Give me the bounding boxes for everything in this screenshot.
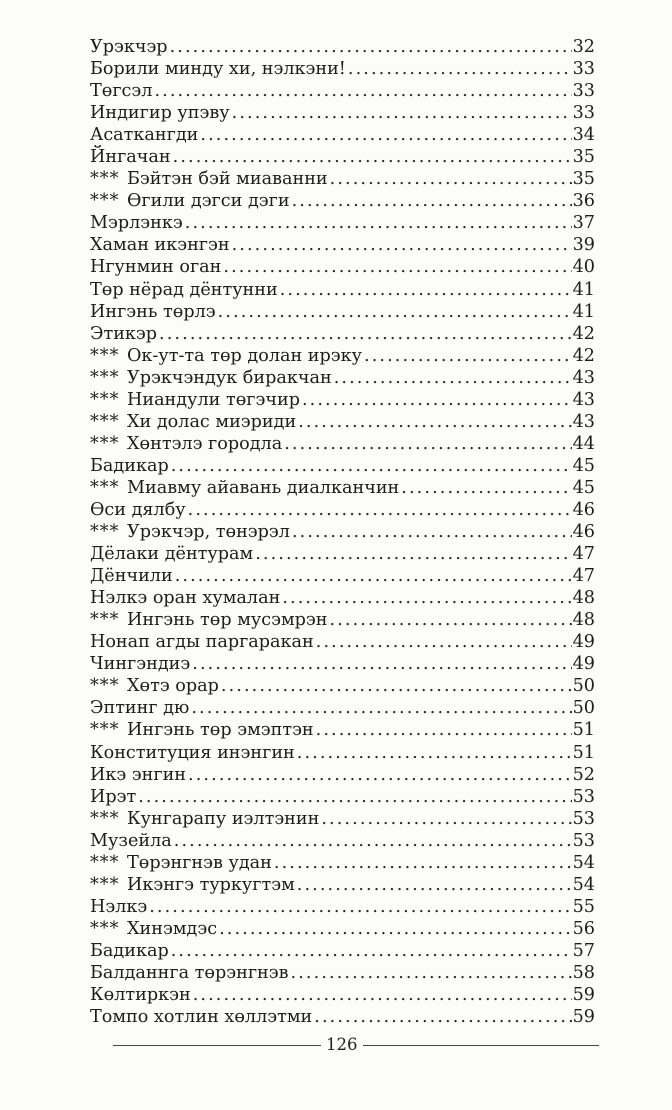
- toc-page-number: 49: [572, 632, 595, 653]
- toc-page-number: 43: [572, 411, 595, 432]
- toc-row: [90, 653, 595, 675]
- toc-page-number: 45: [572, 455, 595, 476]
- toc-dot-leader: [292, 521, 572, 543]
- toc-entry-title: Конституция инэнгин: [90, 742, 295, 763]
- toc-page-number: 46: [572, 499, 595, 520]
- toc-entry-title: Ок-ут-та төр долан ирэку: [127, 345, 362, 366]
- toc-entry-marker: ***: [90, 367, 120, 388]
- toc-entry-marker: ***: [90, 676, 120, 697]
- toc-dot-leader: [174, 830, 572, 852]
- toc-entry-title: Индигир упэву: [90, 103, 230, 124]
- toc-entry-title: Ингэнь төр эмэптэн: [127, 720, 314, 741]
- toc-entry-title: Нэлкэ оран хумалан: [90, 588, 281, 609]
- toc-dot-leader: [302, 389, 572, 411]
- toc-dot-leader: [221, 675, 572, 697]
- toc-entry-title: Ингэнь төр мусэмрэн: [127, 610, 328, 631]
- toc-row: [90, 852, 595, 874]
- toc-row: [90, 433, 595, 455]
- toc-row: [90, 719, 595, 741]
- toc-dot-leader: [154, 80, 571, 102]
- toc-page-number: 59: [572, 1007, 595, 1028]
- toc-entry-marker: ***: [90, 191, 120, 212]
- toc-page-number: 53: [572, 830, 595, 851]
- toc-entry-title: Дёнчили: [90, 566, 173, 587]
- toc-dot-leader: [219, 918, 572, 940]
- toc-page-number: 43: [572, 367, 595, 388]
- toc-page-number: 53: [572, 808, 595, 829]
- toc-dot-leader: [218, 301, 572, 323]
- toc-dot-leader: [173, 146, 572, 168]
- toc-row: [90, 587, 595, 609]
- toc-dot-leader: [280, 279, 572, 301]
- toc-dot-leader: [200, 124, 571, 146]
- toc-page-number: 33: [572, 103, 595, 124]
- toc-page-number: 41: [572, 279, 595, 300]
- toc-page-number: 40: [572, 257, 595, 278]
- toc-entry-title: Миавму айавань диалканчин: [127, 477, 400, 498]
- toc-entry-title: Ниандули төгэчир: [127, 389, 300, 410]
- toc-dot-leader: [188, 764, 572, 786]
- toc-dot-leader: [316, 631, 572, 653]
- toc-row: [90, 168, 595, 190]
- toc-entry-title: Хаман икэнгэн: [90, 235, 230, 256]
- toc-dot-leader: [330, 609, 572, 631]
- toc-dot-leader: [171, 455, 572, 477]
- toc-entry-title: Асаткангди: [90, 125, 199, 146]
- toc-entry-title: Урэкчэр, төнэрэл: [127, 522, 290, 543]
- toc-dot-leader: [232, 102, 572, 124]
- toc-dot-leader: [171, 940, 572, 962]
- toc-dot-leader: [364, 345, 572, 367]
- toc-page-number: 51: [572, 742, 595, 763]
- toc-row: [90, 36, 595, 58]
- toc-dot-leader: [232, 234, 572, 256]
- toc-entry-title: Урэкчэр: [90, 37, 168, 57]
- toc-entry-title: Бэйтэн бэй миаванни: [127, 169, 328, 190]
- toc-dot-leader: [193, 984, 572, 1006]
- toc-row: [90, 477, 595, 499]
- toc-dot-leader: [159, 323, 572, 345]
- toc-dot-leader: [223, 256, 571, 278]
- toc-page-number: 33: [572, 59, 595, 80]
- toc-entry-title: Ирэт: [90, 786, 137, 807]
- toc-dot-leader: [138, 786, 571, 808]
- toc-row: [90, 212, 595, 234]
- toc-page-number: 55: [572, 896, 595, 917]
- toc-dot-leader: [316, 719, 572, 741]
- toc-entry-marker: ***: [90, 411, 120, 432]
- toc-entry-marker: ***: [90, 918, 120, 939]
- toc-page-number: 47: [572, 544, 595, 565]
- toc-entry-marker: ***: [90, 389, 120, 410]
- toc-row: [90, 675, 595, 697]
- toc-page-number: 50: [572, 698, 595, 719]
- toc-page-number: 49: [572, 654, 595, 675]
- toc-entry-title: Төрэнгнэв удан: [127, 852, 272, 873]
- toc-page-number: 46: [572, 522, 595, 543]
- toc-entry-marker: ***: [90, 808, 120, 829]
- toc-row: [90, 124, 595, 146]
- toc-entry-marker: ***: [90, 522, 120, 543]
- toc-entry-title: Йнгачан: [90, 147, 171, 168]
- toc-page-number: 41: [572, 301, 595, 322]
- toc-dot-leader: [321, 808, 571, 830]
- toc-row: [90, 609, 595, 631]
- toc-page-number: 48: [572, 588, 595, 609]
- toc-row: [90, 345, 595, 367]
- toc-page-number: 42: [572, 345, 595, 366]
- toc-page-number: 48: [572, 610, 595, 631]
- toc-page-number: 51: [572, 720, 595, 741]
- toc-page-number: 50: [572, 676, 595, 697]
- toc-entry-title: Көлтиркэн: [90, 985, 191, 1006]
- toc-dot-leader: [314, 1006, 571, 1028]
- toc-entry-title: Музейла: [90, 830, 172, 851]
- toc-row: [90, 234, 595, 256]
- toc-page-number: 53: [572, 786, 595, 807]
- toc-row: [90, 565, 595, 587]
- toc-page-number: 57: [572, 940, 595, 961]
- toc-dot-leader: [282, 587, 571, 609]
- toc-dot-leader: [255, 543, 571, 565]
- toc-page-number: 34: [572, 125, 595, 146]
- toc-row: [90, 543, 595, 565]
- toc-entry-title: Томпо хотлин хөллэтми: [90, 1007, 313, 1028]
- toc-page-number: 45: [572, 477, 595, 498]
- toc-page-number: 36: [572, 191, 595, 212]
- toc-dot-leader: [284, 433, 571, 455]
- toc-page-number: 47: [572, 566, 595, 587]
- toc-entry-title: Хөтэ орар: [127, 676, 219, 697]
- toc-row: [90, 786, 595, 808]
- toc-row: [90, 455, 595, 477]
- toc-page-number: 35: [572, 169, 595, 190]
- toc-entry-title: Мэрлэнкэ: [90, 213, 183, 234]
- toc-page-number: 43: [572, 389, 595, 410]
- toc-entry-marker: ***: [90, 477, 120, 498]
- toc-row: [90, 256, 595, 278]
- toc-entry-title: Ингэнь төрлэ: [90, 301, 216, 322]
- toc-row: [90, 808, 595, 830]
- toc-dot-leader: [298, 411, 571, 433]
- toc-entry-marker: ***: [90, 345, 120, 366]
- toc-row: [90, 1006, 595, 1028]
- toc-row: [90, 146, 595, 168]
- toc-row: [90, 499, 595, 521]
- toc-entry-marker: ***: [90, 610, 120, 631]
- toc-row: [90, 874, 595, 896]
- toc-dot-leader: [334, 367, 572, 389]
- toc-row: [90, 279, 595, 301]
- toc-entry-title: Чингэндиэ: [90, 654, 191, 675]
- toc-page-number: 37: [572, 213, 595, 234]
- toc-dot-leader: [297, 874, 572, 896]
- toc-list: [90, 36, 595, 1028]
- toc-dot-leader: [170, 36, 572, 58]
- footer-rule-left: [113, 1045, 321, 1046]
- toc-entry-marker: ***: [90, 433, 120, 454]
- toc-row: [90, 697, 595, 719]
- toc-entry-title: Нонап агды паргаракан: [90, 632, 314, 653]
- toc-entry-title: Дёлаки дёнтурам: [90, 544, 254, 565]
- toc-page-number: 33: [572, 81, 595, 102]
- toc-row: [90, 742, 595, 764]
- toc-page-number: 54: [572, 852, 595, 873]
- toc-dot-leader: [401, 477, 571, 499]
- toc-row: [90, 190, 595, 212]
- toc-page-number: 42: [572, 323, 595, 344]
- toc-row: [90, 962, 595, 984]
- toc-entry-title: Урэкчэндук биракчан: [127, 367, 332, 388]
- toc-row: [90, 58, 595, 80]
- toc-row: [90, 367, 595, 389]
- toc-entry-title: Икэнгэ туркугтэм: [127, 874, 295, 895]
- toc-page-number: 35: [572, 147, 595, 168]
- toc-dot-leader: [175, 565, 572, 587]
- toc-row: [90, 102, 595, 124]
- toc-row: [90, 323, 595, 345]
- toc-dot-leader: [192, 653, 571, 675]
- toc-dot-leader: [274, 852, 572, 874]
- toc-dot-leader: [191, 697, 571, 719]
- toc-dot-leader: [149, 896, 571, 918]
- toc-entry-title: Этикэр: [90, 323, 158, 344]
- toc-entry-title: Хи долас миэриди: [127, 411, 297, 432]
- toc-row: [90, 830, 595, 852]
- toc-page-number: 32: [572, 37, 595, 57]
- toc-entry-marker: ***: [90, 852, 120, 873]
- toc-page-number: 39: [572, 235, 595, 256]
- toc-row: [90, 389, 595, 411]
- toc-row: [90, 984, 595, 1006]
- toc-entry-marker: ***: [90, 720, 120, 741]
- toc-entry-title: Кунгарапу иэлтэнин: [127, 808, 320, 829]
- page-footer: [113, 1035, 599, 1055]
- toc-dot-leader: [188, 499, 572, 521]
- toc-entry-title: Төгсэл: [90, 81, 153, 102]
- toc-page-number: 44: [572, 433, 595, 454]
- toc-entry-title: Өгили дэгси дэги: [127, 191, 290, 212]
- toc-dot-leader: [330, 168, 572, 190]
- toc-page-number: 59: [572, 985, 595, 1006]
- toc-entry-title: Нгунмин оган: [90, 257, 222, 278]
- toc-page-number: 58: [572, 962, 595, 983]
- toc-row: [90, 301, 595, 323]
- toc-row: [90, 918, 595, 940]
- toc-row: [90, 940, 595, 962]
- toc-dot-leader: [291, 962, 572, 984]
- toc-row: [90, 631, 595, 653]
- toc-row: [90, 80, 595, 102]
- toc-entry-title: Төр нёрад дёнтунни: [90, 279, 278, 300]
- toc-row: [90, 411, 595, 433]
- toc-entry-title: Хинэмдэс: [127, 918, 218, 939]
- toc-entry-title: Нэлкэ: [90, 896, 148, 917]
- footer-page-number: 126: [326, 1035, 358, 1054]
- footer-rule-right: [363, 1045, 600, 1046]
- toc-row: [90, 764, 595, 786]
- toc-entry-title: Бадикар: [90, 455, 169, 476]
- toc-dot-leader: [292, 190, 572, 212]
- toc-page-number: 54: [572, 874, 595, 895]
- toc-page-number: 56: [572, 918, 595, 939]
- toc-entry-title: Бадикар: [90, 940, 169, 961]
- toc-row: [90, 896, 595, 918]
- toc-entry-title: Икэ энгин: [90, 764, 187, 785]
- toc-dot-leader: [297, 742, 572, 764]
- toc-entry-title: Өси дялбу: [90, 499, 186, 520]
- toc-page-number: 52: [572, 764, 595, 785]
- toc-dot-leader: [185, 212, 572, 234]
- toc-dot-leader: [348, 58, 572, 80]
- toc-row: [90, 521, 595, 543]
- toc-entry-title: Борили минду хи, нэлкэни!: [90, 59, 346, 80]
- toc-entry-title: Хөнтэлэ городла: [127, 433, 283, 454]
- toc-entry-title: Балданнга төрэнгнэв: [90, 962, 289, 983]
- toc-entry-marker: ***: [90, 874, 120, 895]
- toc-entry-marker: ***: [90, 169, 120, 190]
- toc-entry-title: Эптинг дю: [90, 698, 190, 719]
